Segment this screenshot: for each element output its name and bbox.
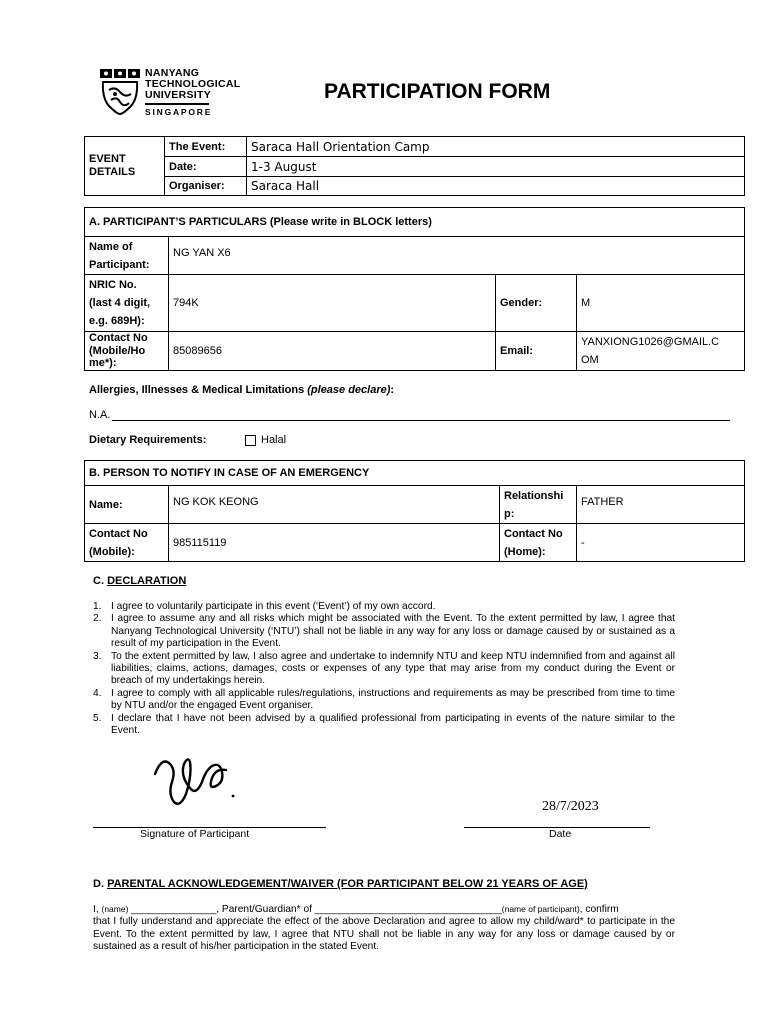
- declaration-item: 2. I agree to assume any and all risks which might be associated with the Event. To the extent permitted by law, I agree that Nanyang Technological University (‘NTU’) shall not be liable in any way for any loss or damage caused by or sustained as a result of my participation in the Event.: [93, 613, 675, 650]
- email-value[interactable]: YANXIONG1026@GMAIL.C OM: [577, 332, 745, 371]
- declaration-item: 4. I agree to comply with all applicable rules/regulations, instructions and requirements as may be prescribed from time to time by NTU and/or the engaged Event organiser.: [93, 687, 675, 712]
- ntu-crest-icon: [99, 68, 141, 118]
- gender-value[interactable]: M: [577, 275, 745, 332]
- event-details-label: EVENT DETAILS: [85, 137, 165, 196]
- declaration-item: 3. To the extent permitted by law, I also agree and undertake to indemnify NTU and keep NTU indemnified from and against all liabilities, claims, actions, damages, costs or expenses of any type that may arise from my conduct during the Event or breach of my undertakings herein.: [93, 650, 675, 687]
- halal-label: Halal: [261, 434, 287, 446]
- logo-line-1: NANYANG: [145, 67, 200, 79]
- name-label: Name of Participant:: [85, 237, 169, 275]
- halal-checkbox[interactable]: [245, 435, 256, 446]
- allergies-line: [112, 420, 730, 421]
- logo-line-4: SINGAPORE: [145, 107, 213, 117]
- emergency-mobile-value[interactable]: 985115119: [169, 524, 500, 562]
- emergency-table: [84, 460, 745, 562]
- declaration-item: 1. I agree to voluntarily participate in this event (‘Event’) of my own accord.: [93, 601, 436, 612]
- participant-name-value[interactable]: NG YAN X6: [169, 237, 745, 275]
- ntu-logo: [99, 68, 244, 118]
- allergies-label: Allergies, Illnesses & Medical Limitations (please declare):: [89, 384, 395, 396]
- participant-heading: A. PARTICIPANT’S PARTICULARS (Please write in BLOCK letters): [85, 208, 745, 237]
- emergency-mobile-label: Contact No (Mobile):: [85, 524, 169, 562]
- parental-line-1: I, (name) _______________, Parent/Guardian* of _________________________________(name of participant), confirm: [93, 904, 619, 915]
- participant-signature: [150, 752, 245, 810]
- contact-label: Contact No (Mobile/Ho me*):: [85, 332, 169, 371]
- email-label: Email:: [496, 332, 577, 371]
- emergency-home-label: Contact No (Home):: [500, 524, 577, 562]
- declaration-item: 5. I declare that I have not been advised by a qualified professional from participating in events of the nature similar to the Event.: [93, 712, 675, 737]
- gender-label: Gender:: [496, 275, 577, 332]
- page-title: PARTICIPATION FORM: [324, 80, 551, 103]
- parental-body: that I fully understand and appreciate the effect of the above Declaration and agree to allow my child/ward* to participate in the Event. To the extent permitted by law, I agree that NTU shall not be liable in any way for any loss or damage caused by or sustained as a result of his/her participation in the stated Event.: [93, 916, 675, 953]
- event-value[interactable]: Saraca Hall Orientation Camp: [247, 137, 745, 157]
- organiser-value[interactable]: Saraca Hall: [247, 177, 745, 196]
- date-label: Date:: [165, 157, 247, 177]
- nric-value[interactable]: 794K: [169, 275, 496, 332]
- allergies-value[interactable]: N.A.: [89, 409, 111, 421]
- event-details-table: [84, 136, 745, 196]
- emergency-home-value[interactable]: -: [577, 524, 745, 562]
- parental-heading: D. PARENTAL ACKNOWLEDGEMENT/WAIVER (FOR PARTICIPANT BELOW 21 YEARS OF AGE): [93, 878, 588, 890]
- date-value[interactable]: 1-3 August: [247, 157, 745, 177]
- emergency-name-value[interactable]: NG KOK KEONG: [169, 486, 500, 524]
- contact-value[interactable]: 85089656: [169, 332, 496, 371]
- signature-date-value[interactable]: 28/7/2023: [542, 799, 599, 814]
- participant-table: [84, 207, 745, 371]
- emergency-heading: B. PERSON TO NOTIFY IN CASE OF AN EMERGENCY: [85, 461, 745, 486]
- dietary-label: Dietary Requirements:: [89, 434, 207, 446]
- parental-text: [93, 903, 675, 954]
- date-label: Date: [549, 828, 572, 840]
- relationship-value[interactable]: FATHER: [577, 486, 745, 524]
- declaration-heading: C. DECLARATION: [93, 575, 187, 587]
- signature-label: Signature of Participant: [140, 828, 250, 840]
- declaration-list: [93, 601, 675, 737]
- logo-line-3: UNIVERSITY: [145, 89, 212, 101]
- relationship-label: Relationshi p:: [500, 486, 577, 524]
- logo-line-2: TECHNOLOGICAL: [145, 78, 241, 90]
- organiser-label: Organiser:: [165, 177, 247, 196]
- emergency-name-label: Name:: [85, 486, 169, 524]
- nric-label: NRIC No. (last 4 digit, e.g. 689H):: [85, 275, 169, 332]
- event-label: The Event:: [165, 137, 247, 157]
